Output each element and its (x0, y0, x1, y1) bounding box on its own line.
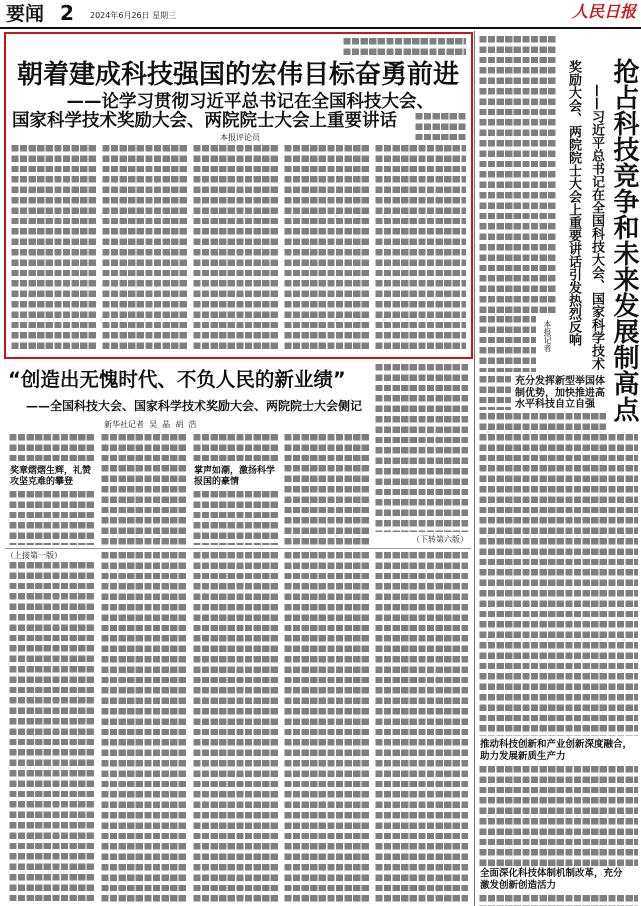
masthead-logo: 人民日报 (571, 4, 636, 21)
column-rule (474, 31, 475, 906)
feature-body-column (283, 434, 369, 545)
commentary-body-side (414, 113, 466, 141)
feature-body-column (374, 364, 468, 532)
continuation-body-column (8, 562, 95, 904)
commentary-subtitle-line1: ——论学习贯彻习近平总书记在全国科技大会、 (66, 92, 434, 112)
reaction-subtitle-line2: 奖励大会、两院院士大会上重要讲话引发热烈反响 (566, 60, 581, 346)
reaction-subhead: 充分发挥新型举国体制优势，加快推进高水平科技自立自强 (515, 376, 605, 410)
reaction-body-column (478, 376, 511, 410)
reaction-subhead: 全面深化科技体制机制改革，充分激发创新创造活力 (480, 868, 623, 891)
commentary-byline: 本报评论员 (220, 133, 260, 142)
header-rule (0, 27, 641, 29)
jump-in-label: （上接第一版） (6, 551, 62, 560)
continuation-body-column (192, 552, 278, 904)
feature-body-column (8, 434, 95, 463)
continuation-body-column (100, 552, 187, 904)
feature-body-column (100, 434, 187, 545)
feature-subtitle: ——全国科技大会、国家科学技术奖励大会、两院院士大会侧记 (26, 399, 363, 413)
feature-body-column (8, 491, 95, 545)
continuation-body-column (283, 552, 369, 904)
section-name: 要闻 (6, 3, 45, 25)
commentary-subtitle-line2: 国家科学技术奖励大会、两院院士大会上重要讲话 (12, 111, 397, 131)
commentary-title: 朝着建成科技强国的宏伟目标奋勇前进 (16, 60, 459, 90)
reaction-body-column (478, 895, 638, 906)
commentary-body-column (283, 145, 370, 353)
feature-body-column (192, 434, 278, 463)
commentary-body-column (374, 145, 466, 353)
feature-body-column (192, 491, 278, 545)
reaction-subtitle-line1: ——习近平总书记在全国科技大会、国家科学技术 (589, 84, 604, 370)
reaction-byline: 本报记者 (543, 320, 552, 352)
jump-out-label: （下转第六版） (412, 535, 468, 544)
reaction-body-column (478, 36, 556, 314)
feature-byline: 新华社记者 吴 晶 胡 浩 (104, 420, 197, 429)
commentary-body-column (10, 145, 97, 353)
commentary-body-column (101, 145, 188, 353)
reaction-body-column (478, 316, 536, 372)
reaction-title: 抢占科技竞争和未来发展制高点 (609, 58, 639, 422)
feature-subhead: 掌声如潮，激扬科学报国的豪情 (194, 466, 276, 487)
issue-date: 2024年6月26日 星期三 (90, 11, 177, 20)
reaction-body-column (478, 413, 606, 430)
section-divider (5, 548, 471, 549)
commentary-body-top (342, 38, 466, 55)
reaction-body-column (478, 434, 638, 736)
feature-title: “创造出无愧时代、不负人民的新业绩” (8, 368, 346, 391)
reaction-subhead: 推动科技创新和产业创新深度融合，助力发展新质生产力 (480, 739, 633, 762)
page-number: 2 (60, 1, 74, 25)
continuation-body-column (374, 552, 468, 904)
commentary-body-column (192, 145, 279, 353)
reaction-body-column (478, 766, 638, 866)
feature-subhead: 奖章熠熠生辉，礼赞攻坚克难的攀登 (10, 466, 92, 487)
